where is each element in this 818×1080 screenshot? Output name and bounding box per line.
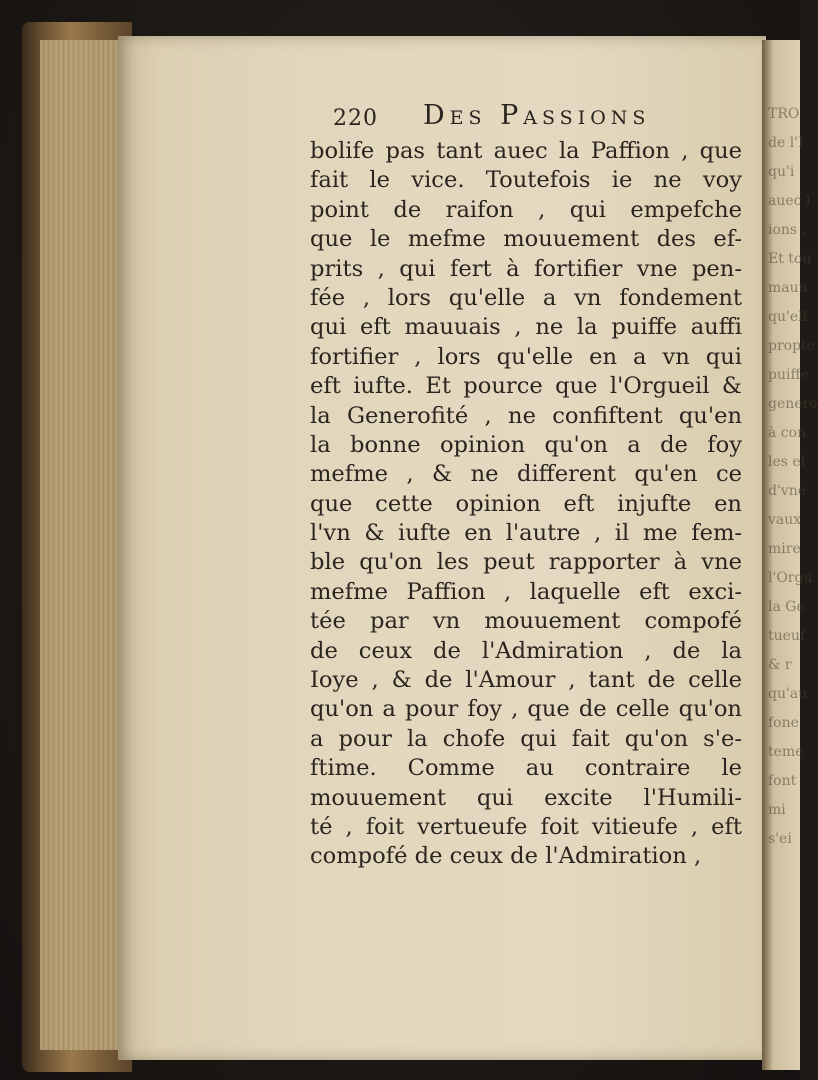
- facing-page-fragment: les el: [768, 454, 806, 470]
- text-line: fée , lors qu'elle a vn fondement: [310, 284, 742, 311]
- text-line: de ceux de l'Admiration , de la: [310, 637, 742, 664]
- facing-page-fragment: vaux: [768, 512, 802, 528]
- facing-page-fragment: mire: [768, 541, 801, 557]
- text-line: que le mefme mouuement des ef-: [310, 226, 742, 253]
- text-line: bolife pas tant auec la Paffion , que: [310, 138, 742, 164]
- facing-page-fragment: fone: [768, 715, 799, 731]
- text-line: eft iufte. Et pource que l'Orgueil &: [310, 373, 742, 400]
- facing-page-fragment: mi: [768, 802, 786, 818]
- facing-page-text: [768, 100, 818, 854]
- text-line: fortifier , lors qu'elle en a vn qui: [310, 343, 742, 370]
- text-line: a pour la chofe qui fait qu'on s'e-: [310, 725, 742, 752]
- text-line: mefme Paffion , laquelle eft exci-: [310, 578, 742, 605]
- facing-page-fragment: tueuf: [768, 628, 806, 644]
- facing-page-fragment: ions ,: [768, 222, 807, 238]
- text-line: ftime. Comme au contraire le: [310, 755, 742, 782]
- facing-page-fragment: s'ei: [768, 831, 792, 847]
- running-head: [333, 100, 733, 134]
- facing-page-fragment: Et tou: [768, 251, 812, 267]
- running-title: Des Passions: [423, 100, 651, 131]
- page-number: 220: [333, 106, 378, 131]
- text-line: Ioye , & de l'Amour , tant de celle: [310, 667, 742, 694]
- text-line: la Generofité , ne confiftent qu'en: [310, 402, 742, 429]
- facing-page-edge: [762, 40, 818, 1070]
- facing-page-fragment: auec l: [768, 193, 811, 209]
- facing-page-fragment: & r: [768, 657, 792, 673]
- facing-page-fragment: l'Orgu: [768, 570, 813, 586]
- facing-page-fragment: font: [768, 773, 797, 789]
- facing-page-fragment: puiffe: [768, 367, 809, 383]
- text-line: qui eft mauuais , ne la puiffe auffi: [310, 314, 742, 341]
- facing-page-fragment: la Ge: [768, 599, 805, 615]
- text-line: ble qu'on les peut rapporter à vne: [310, 549, 742, 576]
- facing-page-fragment: à con: [768, 425, 807, 441]
- text-line: point de raifon , qui empefche: [310, 196, 742, 223]
- text-line: la bonne opinion qu'on a de foy: [310, 431, 742, 458]
- text-line: té , foit vertueufe foit vitieufe , eft: [310, 813, 742, 840]
- body-text: [310, 137, 742, 872]
- text-line: mouuement qui excite l'Humili-: [310, 784, 742, 811]
- text-line: qu'on a pour foy , que de celle qu'on: [310, 696, 742, 723]
- facing-page-fragment: qu'au: [768, 686, 808, 702]
- facing-page-fragment: qu'eli: [768, 309, 808, 325]
- facing-page-fragment: propte: [768, 338, 815, 354]
- text-line: que cette opinion eft injufte en: [310, 490, 742, 517]
- text-line: compofé de ceux de l'Admiration ,: [310, 843, 702, 870]
- facing-page-fragment: de l'I: [768, 135, 804, 151]
- text-line: prits , qui fert à fortifier vne pen-: [310, 255, 742, 282]
- text-line: mefme , & ne different qu'en ce: [310, 461, 742, 488]
- text-line: fait le vice. Toutefois ie ne voy: [310, 167, 742, 194]
- facing-page-fragment: mauu: [768, 280, 808, 296]
- text-line: tée par vn mouuement compofé: [310, 608, 742, 635]
- facing-page-fragment: qu'i: [768, 164, 795, 180]
- facing-page-fragment: genero: [768, 396, 818, 412]
- facing-page-fragment: d'vne: [768, 483, 807, 499]
- facing-page-fragment: TRO: [768, 106, 800, 122]
- page-edges: [40, 40, 128, 1050]
- facing-page-fragment: teme: [768, 744, 804, 760]
- text-line: l'vn & iufte en l'autre , il me fem-: [310, 520, 742, 547]
